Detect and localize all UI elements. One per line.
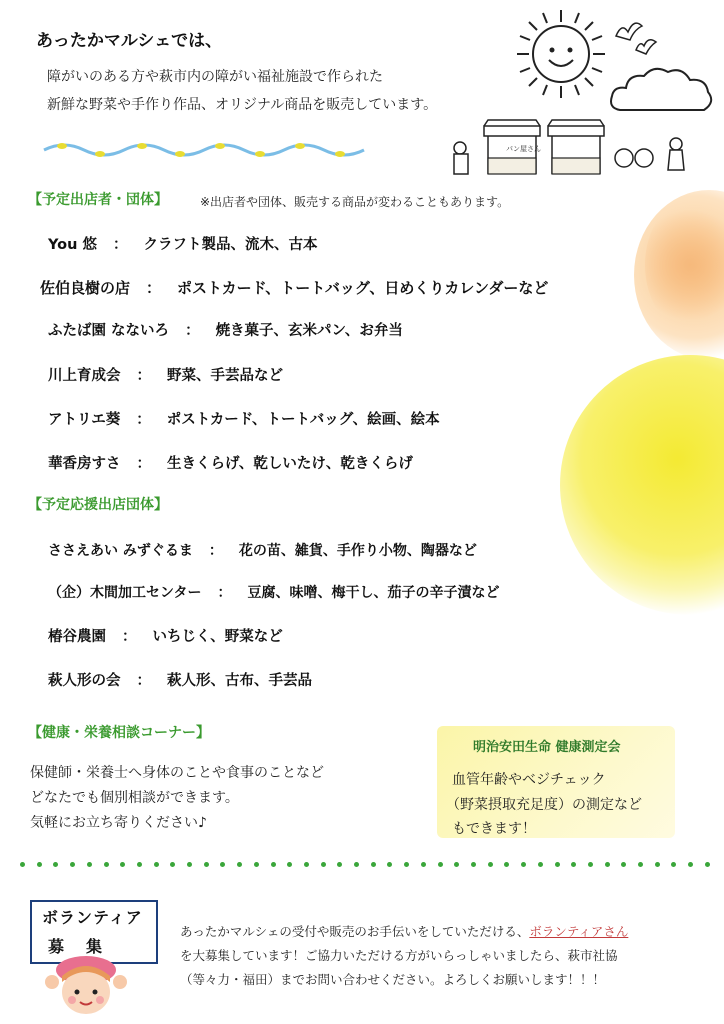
supporter-items: 花の苗、雑貨、手作り小物、陶器など <box>238 543 477 559</box>
meiji-line-3: もできます！ <box>452 821 536 837</box>
exhibitor-row <box>48 408 440 429</box>
health-line-3: 気軽にお立ち寄りください♪ <box>30 815 207 831</box>
supporter-row <box>48 540 477 560</box>
exhibitor-name: 佐伯良樹の店 <box>40 279 131 297</box>
volunteer-badge-line-2: 募集 <box>48 937 125 956</box>
supporter-name: （企）木間加工センター <box>48 585 202 601</box>
exhibitor-row <box>48 364 283 385</box>
supporter-row <box>48 582 499 602</box>
shop-sign: パン屋さん <box>506 145 541 153</box>
market-stalls-illustration <box>448 118 700 182</box>
separator: ： <box>122 629 137 645</box>
volunteer-text-pre: あったかマルシェの受付や販売のお手伝いをしていただける、 <box>180 924 530 939</box>
separator: ： <box>113 237 128 253</box>
health-line-2: どなたでも個別相談ができます。 <box>30 790 239 806</box>
intro-line-2: 新鮮な野菜や手作り作品、オリジナル商品を販売しています。 <box>47 97 438 113</box>
separator: ： <box>136 673 151 689</box>
supporter-items: 豆腐、味噌、梅干し、茄子の辛子漬など <box>247 585 500 601</box>
supporter-name: 萩人形の会 <box>48 673 121 689</box>
bird-icon-small <box>632 30 662 60</box>
separator: ： <box>217 585 232 601</box>
exhibitor-items: 焼き菓子、玄米パン、お弁当 <box>215 323 403 339</box>
supporter-items: いちじく、野菜など <box>152 629 283 645</box>
exhibitors-heading: 【予定出店者・団体】 <box>28 192 168 208</box>
exhibitor-name: ふたば園 なないろ <box>48 323 170 339</box>
separator: ： <box>136 368 151 384</box>
sun-icon <box>515 8 607 100</box>
decorative-wave-line <box>42 138 367 162</box>
exhibitor-row <box>48 319 403 340</box>
separator: ： <box>136 412 151 428</box>
separator: ： <box>146 279 162 297</box>
exhibitor-row <box>40 277 548 298</box>
exhibitor-name: 川上育成会 <box>48 368 121 384</box>
supporters-heading: 【予定応援出店団体】 <box>28 497 168 513</box>
exhibitor-items: クラフト製品、流木、古本 <box>143 237 318 253</box>
exhibitor-items: ポストカード、トートバッグ、日めくりカレンダーなど <box>177 279 549 297</box>
exhibitor-name: You 悠 <box>48 237 98 253</box>
supporter-items: 萩人形、古布、手芸品 <box>167 673 312 689</box>
cloud-icon <box>606 62 718 120</box>
supporter-name: 椿谷農園 <box>48 629 106 645</box>
health-heading: 【健康・栄養相談コーナー】 <box>28 725 210 741</box>
exhibitor-row <box>48 452 413 473</box>
exhibitor-items: ポストカード、トートバッグ、絵画、絵本 <box>166 412 440 428</box>
supporter-row <box>48 625 283 646</box>
volunteer-text-line-1 <box>180 922 628 940</box>
volunteer-text-line-2: を大募集しています！ご協力いただける方がいらっしゃいましたら、萩市社協 <box>180 948 618 963</box>
meiji-line-1: 血管年齢やベジチェック <box>452 772 606 788</box>
exhibitor-row <box>48 233 318 254</box>
intro-title: あったかマルシェでは、 <box>36 31 223 51</box>
yellow-watercolor-blob <box>560 355 724 615</box>
separator: ： <box>136 456 151 472</box>
volunteer-text-line-3: （等々力・福田）までお問い合わせください。よろしくお願いします！！！ <box>180 972 606 987</box>
exhibitor-name: アトリエ葵 <box>48 412 121 428</box>
supporter-row <box>48 669 312 690</box>
exhibitor-items: 野菜、手芸品など <box>167 368 283 384</box>
intro-line-1: 障がいのある方や萩市内の障がい福祉施設で作られた <box>47 69 383 85</box>
meiji-line-2: （野菜摂取充足度）の測定など <box>446 797 642 813</box>
exhibitors-note: ※出店者や団体、販売する商品が変わることもあります。 <box>200 195 510 209</box>
exhibitor-items: 生きくらげ、乾しいたけ、乾きくらげ <box>167 456 413 472</box>
separator: ： <box>208 543 223 559</box>
supporter-name: ささえあい みずぐるま <box>48 543 193 559</box>
volunteer-link-text: ボランティアさん <box>529 924 629 939</box>
volunteer-badge-line-1: ボランティア <box>42 908 143 927</box>
dotted-divider <box>20 862 710 874</box>
meiji-title: 明治安田生命 健康測定会 <box>473 740 621 755</box>
girl-illustration <box>32 952 136 1020</box>
health-line-1: 保健師・栄養士へ身体のことや食事のことなど <box>30 765 324 781</box>
exhibitor-name: 華香房すさ <box>48 456 121 472</box>
separator: ： <box>185 323 200 339</box>
